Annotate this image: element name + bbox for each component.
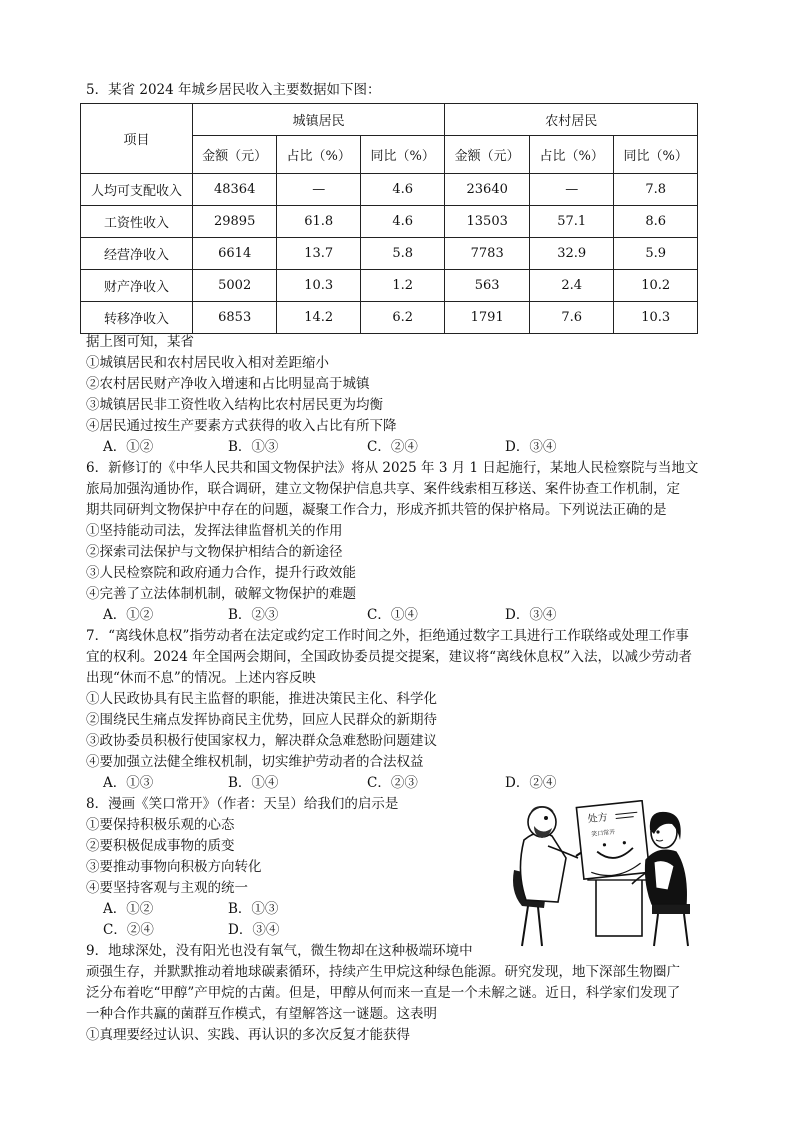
- q7-option-d[interactable]: D．②④: [505, 775, 557, 791]
- subheader-cell: 金额（元）: [445, 136, 530, 174]
- row-label: 经营净收入: [81, 238, 193, 270]
- q6-option-b[interactable]: B．②③: [228, 607, 279, 623]
- income-table: [80, 103, 698, 334]
- table-cell: 2.4: [529, 270, 613, 302]
- table-cell: 32.9: [529, 238, 613, 270]
- q7-stem-line: 出现“休而不息”的情况。上述内容反映: [86, 670, 316, 686]
- cartoon-illustration: [508, 800, 694, 950]
- table-row: [81, 174, 698, 206]
- table-cell: 57.1: [529, 206, 613, 238]
- q9-stem-line: 顽强生存，并默默推动着地球碳素循环，持续产生甲烷这种绿色能源。研究发现，地下深部生物圈广: [86, 964, 680, 980]
- q8-option-b[interactable]: B．①③: [228, 901, 279, 917]
- q9-stem-line: 泛分布着吃“甲醇”产甲烷的古菌。但是，甲醇从何而来一直是一个未解之谜。近日，科学家们发现了: [86, 985, 681, 1001]
- table-cell: 6.2: [360, 302, 444, 334]
- table-cell: 6853: [192, 302, 277, 334]
- table-cell: 10.3: [277, 270, 361, 302]
- q5-option-d[interactable]: D．③④: [505, 439, 557, 455]
- table-cell: 8.6: [614, 206, 698, 238]
- q6-statement: ②探索司法保护与文物保护相结合的新途径: [86, 544, 343, 560]
- q7-statement: ①人民政协具有民主监督的职能，推进决策民主化、科学化: [86, 691, 437, 707]
- q6-option-d[interactable]: D．③④: [505, 607, 557, 623]
- subheader-cell: 同比（%）: [360, 136, 444, 174]
- q6-stem-line: 旅局加强沟通协作，联合调研，建立文物保护信息共享、案件线索相互移送、案件协查工作机制，定: [86, 481, 680, 497]
- q7-stem-line: 7．“离线休息权”指劳动者在法定或约定工作时间之外，拒绝通过数字工具进行工作联络或处理工作事: [86, 628, 689, 644]
- q5-option-a[interactable]: A．①②: [103, 439, 154, 455]
- q5-statement: ①城镇居民和农村居民收入相对差距缩小: [86, 355, 329, 371]
- q8-option-c[interactable]: C．②④: [103, 922, 154, 938]
- q8-stem: 8．漫画《笑口常开》（作者：天呈）给我们的启示是: [86, 796, 399, 812]
- table-cell: 7783: [445, 238, 530, 270]
- q6-option-c[interactable]: C．①④: [367, 607, 418, 623]
- patient-chair: [652, 904, 690, 914]
- q8-statement: ③要推动事物向积极方向转化: [86, 859, 262, 875]
- row-label: 转移净收入: [81, 302, 193, 334]
- q7-option-c[interactable]: C．②③: [367, 775, 418, 791]
- q5-statement: ③城镇居民非工资性收入结构比农村居民更为均衡: [86, 397, 383, 413]
- table-cell: —: [529, 174, 613, 206]
- q6-statement: ①坚持能动司法，发挥法律监督机关的作用: [86, 523, 343, 539]
- q7-stem-line: 宜的权利。2024 年全国两会期间，全国政协委员提交提案，建议将“离线休息权”入法，以减少劳动者: [86, 649, 692, 665]
- table-cell: 563: [445, 270, 530, 302]
- q6-option-a[interactable]: A．①②: [103, 607, 154, 623]
- q9-statement: ①真理要经过认识、实践、再认识的多次反复才能获得: [86, 1027, 410, 1043]
- table-cell: 4.6: [360, 174, 444, 206]
- q8-statement: ④要坚持客观与主观的统一: [86, 880, 248, 896]
- q5-option-c[interactable]: C．②④: [367, 439, 418, 455]
- q7-statement: ④要加强立法健全维权机制，切实维护劳动者的合法权益: [86, 754, 424, 770]
- table-cell: 29895: [192, 206, 277, 238]
- subheader-cell: 占比（%）: [529, 136, 613, 174]
- q8-option-d[interactable]: D．③④: [228, 922, 280, 938]
- subheader-cell: 金额（元）: [192, 136, 277, 174]
- q9-stem-line: 一种合作共赢的菌群互作模式，有望解答这一谜题。这表明: [86, 1006, 437, 1022]
- table-cell: 10.2: [614, 270, 698, 302]
- table-cell: 13.7: [277, 238, 361, 270]
- row-label: 人均可支配收入: [81, 174, 193, 206]
- header-item: 项目: [81, 104, 193, 174]
- doctor-figure: [520, 833, 566, 902]
- desk: [596, 878, 642, 936]
- table-cell: 5002: [192, 270, 277, 302]
- q7-option-b[interactable]: B．①④: [228, 775, 279, 791]
- subheader-cell: 同比（%）: [614, 136, 698, 174]
- q7-option-a[interactable]: A．①③: [103, 775, 154, 791]
- q8-statement: ①要保持积极乐观的心态: [86, 817, 235, 833]
- q8-option-a[interactable]: A．①②: [103, 901, 154, 917]
- q9-stem-line: 9．地球深处，没有阳光也没有氧气，微生物却在这种极端环境中: [86, 943, 473, 959]
- table-cell: 23640: [445, 174, 530, 206]
- table-cell: 10.3: [614, 302, 698, 334]
- table-cell: 5.8: [360, 238, 444, 270]
- prescription-paper: [576, 801, 649, 880]
- q6-statement: ④完善了立法体制机制，破解文物保护的难题: [86, 586, 356, 602]
- subheader-cell: 占比（%）: [277, 136, 361, 174]
- q6-statement: ③人民检察院和政府通力合作，提升行政效能: [86, 565, 356, 581]
- table-cell: 1791: [445, 302, 530, 334]
- table-row: [81, 206, 698, 238]
- table-cell: 13503: [445, 206, 530, 238]
- table-cell: 14.2: [277, 302, 361, 334]
- q7-statement: ②围绕民生痛点发挥协商民主优势，回应人民群众的新期待: [86, 712, 437, 728]
- table-cell: 1.2: [360, 270, 444, 302]
- q6-stem-line: 期共同研判文物保护中存在的问题，凝聚工作合力，形成齐抓共管的保护格局。下列说法正确的是: [86, 502, 667, 518]
- table-row: [81, 270, 698, 302]
- table-cell: 4.6: [360, 206, 444, 238]
- prescription-subtitle: 笑口常开: [590, 828, 616, 839]
- table-cell: —: [277, 174, 361, 206]
- table-cell: 6614: [192, 238, 277, 270]
- q5-statement: ②农村居民财产净收入增速和占比明显高于城镇: [86, 376, 370, 392]
- q7-statement: ③政协委员积极行使国家权力，解决群众急难愁盼问题建议: [86, 733, 437, 749]
- q8-statement: ②要积极促成事物的质变: [86, 838, 235, 854]
- header-urban: 城镇居民: [192, 104, 445, 136]
- q5-lead: 据上图可知，某省: [86, 334, 194, 350]
- table-cell: 7.6: [529, 302, 613, 334]
- q5-option-b[interactable]: B．①③: [228, 439, 279, 455]
- table-cell: 48364: [192, 174, 277, 206]
- table-cell: 61.8: [277, 206, 361, 238]
- table-row: [81, 238, 698, 270]
- table-cell: 5.9: [614, 238, 698, 270]
- q5-stem: 5．某省 2024 年城乡居民收入主要数据如下图：: [86, 82, 381, 98]
- table-row: [81, 302, 698, 334]
- row-label: 工资性收入: [81, 206, 193, 238]
- q5-statement: ④居民通过按生产要素方式获得的收入占比有所下降: [86, 418, 397, 434]
- table-cell: 7.8: [614, 174, 698, 206]
- prescription-title: 处方: [587, 812, 609, 826]
- header-rural: 农村居民: [445, 104, 698, 136]
- q6-stem-line: 6．新修订的《中华人民共和国文物保护法》将从 2025 年 3 月 1 日起施行，某地人民检察院与当地文: [86, 460, 699, 476]
- row-label: 财产净收入: [81, 270, 193, 302]
